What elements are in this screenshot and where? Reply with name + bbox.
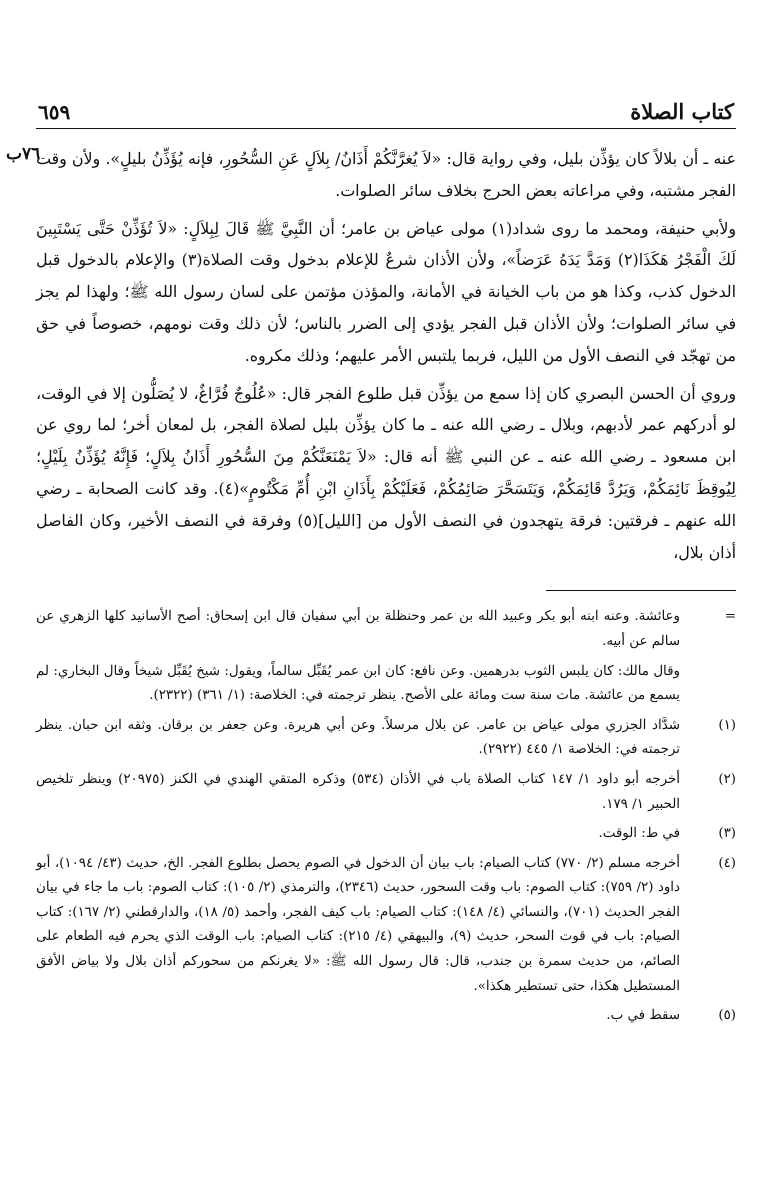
footnote-text: وقال مالك: كان يلبس الثوب بدرهمين. وعن نافع: كان ابن عمر يُقَبِّل سالماً، ويقول: شيخ يُقَبِّل شيخاً وقال البخاري: لم يسمع من عائشة. مات سنة ست ومائة على الأصح. ينظر ترجمته في: الخلاصة: (١/ ٣٦١) (٢٣٢٢). [36, 663, 680, 704]
footnote-text: وعائشة. وعنه ابنه أبو بكر وعبيد الله بن عمر وحنظلة بن أبي سفيان قال ابن إسحاق: أصح الأسانيد كلها الزهري عن سالم عن أبيه. [36, 609, 680, 649]
footnote [36, 852, 736, 1000]
footnote-separator [546, 590, 736, 591]
footnotes [36, 605, 736, 1029]
book-page [6, 88, 736, 1034]
paragraph: وروي أن الحسن البصري كان إذا سمع من يؤذِّن قبل طلوع الفجر قال: «عُلُوجٌ فُرَّاغٌ، لا يُصَلُّون إلا في الوقت، لو أدركهم عمر لأدبهم، وبلال ـ رضي الله عنه ـ ما كان يؤذِّن بليل لصلاة الفجر، بل لمعان أخر؛ لما روي عن ابن مسعود ـ رضي الله عنه ـ عن النبي ﷺ أنه قال: «لاَ يَمْنَعَنَّكُمْ مِنَ السُّحُورِ أَذَانُ بِلاَلٍ؛ فَإِنَّهُ يُؤَذِّنُ بِلَيْلٍ؛ لِيُوقِظَ نَائِمَكُمْ، وَيَرُدَّ قَائِمَكُمْ، وَيَتَسَحَّرَ صَائِمُكُمْ، فَعَلَيْكُمْ بِأَذَانِ ابْنِ أُمِّ مَكْتُومٍ»(٤). وقد كانت الصحابة ـ رضي الله عنهم ـ فرقتين: فرقة يتهجدون في النصف الأول من [الليل](٥) وفرقة في النصف الأخير، وكان الفاصل أذان بلال، [36, 383, 736, 562]
footnote [36, 1004, 736, 1029]
page-number: ٦٥٩ [38, 100, 71, 124]
footnote-text: سقط في ب. [606, 1008, 680, 1024]
footnote [36, 768, 736, 817]
footnote-label: (٢) [718, 771, 736, 787]
footnote-label: (٤) [718, 855, 736, 871]
main-text [36, 143, 736, 568]
footnote-label: = [724, 609, 736, 625]
footnote-text: شدَّاد الجزري مولى عياض بن عامر. عن بلال مرسلاً. وعن أبي هريرة. وعن جعفر بن برقان. وثقه ابن حبان. ينظر ترجمته في: الخلاصة ١/ ٤٤٥ (٢٩٢٢). [36, 717, 680, 758]
footnote-label: (١) [718, 717, 736, 733]
footnote [36, 714, 736, 763]
paragraph: ولأبي حنيفة، ومحمد ما روى شداد(١) مولى عياض بن عامر؛ أن النَّبِيَّ ﷺ قَالَ لِبِلاَلٍ: «لاَ تُؤَذِّنْ حَتَّى يَسْتَبِينَ لَكَ الْفَجْرُ هَكَذَا(٢) وَمَدَّ يَدَهُ عَرَضاً»، ولأن الأذان شرعٌ للإعلام بدخول وقت الصلاة(٣) والإعلام بالدخول قبل الدخول كذب، وكذا هو من باب الخيانة في الأمانة، والمؤذن مؤتمن على لسان رسول الله ﷺ؛ ولهذا لم يجز في سائر الصلوات؛ ولأن الأذان قبل الفجر يؤدي إلى الضرر بالناس؛ لأن ذلك وقت نومهم، خصوصاً في حق من تهجّد في النصف الأول من الليل، فربما يلتبس الأمر عليهم؛ وذلك مكروه. [36, 218, 736, 365]
footnote-label: (٣) [718, 826, 736, 842]
footnote [36, 605, 736, 654]
paragraph: عنه ـ أن بلالاً كان يؤذِّن بليل، وفي رواية قال: «لاَ يُغرَّنَّكُمْ أَذَانُ/ بِلاَلٍ عَنِ السُّحُورِ، فإنه يُؤَذِّنُ بليلٍ». ولأن وقت الفجر مشتبه، وفي مراعاته بعض الحرج بخلاف سائر الصلوات. [36, 149, 736, 200]
chapter-title: كتاب الصلاة [630, 99, 734, 124]
footnote [36, 660, 736, 709]
running-header [36, 88, 736, 129]
footnote [36, 822, 736, 847]
manuscript-folio-mark: ٧٦ب [6, 144, 41, 164]
footnote-text: أخرجه مسلم (٢/ ٧٧٠) كتاب الصيام: باب بيان أن الدخول في الصوم يحصل بطلوع الفجر. الخ، حديث (٤٣/ ١٠٩٤)، أبو داود (٢/ ٧٥٩): كتاب الصوم: باب وقت السحور، حديث (٢٣٤٦)، والترمذي (٢/ ١٠٥): كتاب الصوم: باب ما جاء في بيان الفجر الحديث (٧٠١)، والنسائي (٤/ ١٤٨): كتاب الصيام: باب كيف الفجر، وأحمد (٥/ ١٨)، والدارقطني (٢/ ١٦٧): كتاب الصيام: باب في قوت السحر، حديث (٩)، والبيهقي (٤/ ٢١٥): كتاب الصيام: باب الوقت الذي يحرم فيه الطعام على الصائم، من حديث سمرة بن جندب، قال: قال رسول الله ﷺ: «لا يغرنكم من سحوركم أذان بلال ولا بياض الأفق المستطيل هكذا، حتى تستطير هكذا». [36, 855, 680, 994]
footnote-text: في ط: الوقت. [598, 826, 680, 842]
footnote-text: أخرجه أبو داود ١/ ١٤٧ كتاب الصلاة باب في الأذان (٥٣٤) وذكره المتقي الهندي في الكنز (٢٠٩٧٥) وينظر تلخيص الحبير ١/ ١٧٩. [36, 771, 680, 812]
footnote-label: (٥) [718, 1008, 736, 1024]
